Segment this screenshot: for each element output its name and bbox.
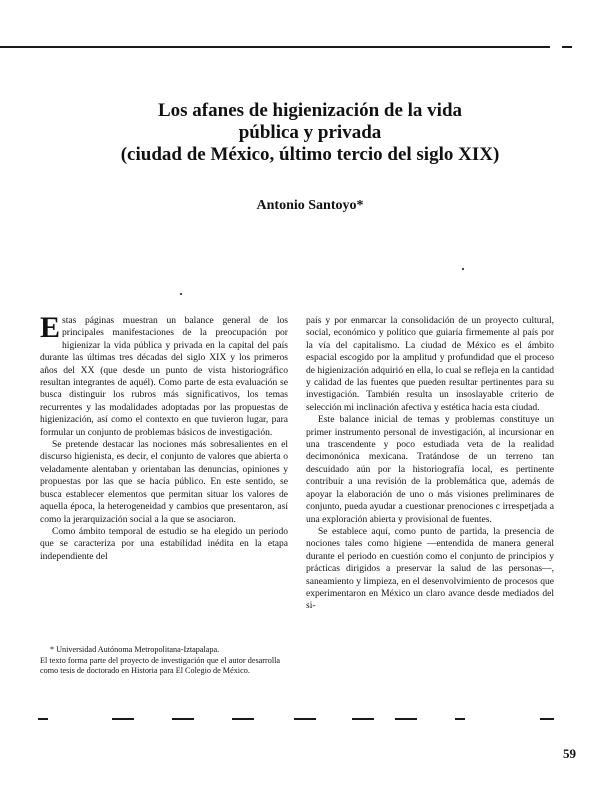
bottom-mark	[38, 718, 48, 720]
top-rule-tick	[562, 46, 572, 48]
top-rule	[0, 46, 550, 48]
drop-cap: E	[40, 311, 61, 344]
bottom-mark	[294, 718, 316, 720]
scan-speck	[180, 293, 182, 295]
left-paragraph-1	[40, 311, 288, 439]
right-paragraph-1: país y por enmarcar la consolidación de un proyecto cultural, social, económico y político que guiaría firmemente al país por la vía del capitalismo. La ciudad de México es el ámbito espacial escogido por la amplitud y profundidad que el proceso de higienización adquirió en ella, lo cual se refleja en la cantidad y calidad de las fuentes que pueden resultar pertinentes para su investigación. También resulta un insoslayable criterio de selección mi inclinación afectiva y estética hacia esta ciudad.	[306, 315, 554, 413]
title-line-2: pública y privada	[238, 122, 382, 143]
scan-speck	[462, 268, 464, 270]
bottom-mark	[455, 718, 465, 720]
author-name: Antonio Santoyo*	[256, 198, 364, 213]
left-paragraph-2: Se pretende destacar las nociones más sobresalientes en el discurso higienista, es decir, el conjunto de valores que abierta o veladamente alentaban y orientaban las denuncias, opiniones y propuestas por las que se hacía público. En este sentido, se busca establecer elementos que permitan situar los valores de aquella época, la heterogeneidad y cambios que presentaron, así como la jerarquización social a la que se asociaron.	[40, 439, 288, 525]
right-paragraph-3: Se establece aquí, como punto de partida, la presencia de nociones tales como higiene —entendida de manera general durante el periodo en cuestión como el conjunto de principios y prácticas dirigidos a preservar la salud de las personas—, saneamiento y limpieza, en el desenvolvimiento de procesos que experimentaron en México un claro avance desde mediados del si-	[306, 525, 554, 612]
left-paragraph-3: Como ámbito temporal de estudio se ha elegido un periodo que se caracteriza por una estabilidad inédita en la etapa independiente del	[40, 525, 288, 562]
bottom-mark	[352, 718, 374, 720]
bottom-mark	[112, 718, 134, 720]
left-paragraph-1-text: stas páginas muestran un balance general de los principales manifestaciones de la preocupación por higienizar la vida pública y privada en la capital del país durante las últimas tres décadas del siglo XIX y los primeros años del XX (que desde un punto de vista historiográfico resultan integrantes de aquél). Como parte de esta evaluación se busca distinguir los rubros más significativos, los temas recurrentes y las modalidades adoptadas por las propuestas de higienización, así como el contexto en que tuvieron lugar, para formular un conjunto de problemas básicos de investigación.	[40, 315, 288, 438]
footnote-affiliation: * Universidad Autónoma Metropolitana-Iztapalapa.	[50, 645, 220, 654]
title-line-3: (ciudad de México, último tercio del siglo XIX)	[120, 144, 500, 165]
right-paragraph-2: Este balance inicial de temas y problemas constituye un primer instrumento personal de investigación, al incursionar en una trascendente y poco estudiada veta de la realidad decimonónica mexicana. Tratándose de un terreno tan descuidado aún por la historiografía local, es pertinente contribuir a una revisión de la problemática que, además de apoyar la elaboración de uno o más visiones preliminares de conjunto, pueda ayudar a cuestionar prenociones c irrespetjada a una exploración abierta y provisional de fuentes.	[306, 414, 554, 525]
footnote-note: El texto forma parte del proyecto de investigación que el autor desarrolla como tesis de doctorado en Historia para El Colegio de México.	[40, 655, 280, 676]
article-title	[60, 100, 560, 166]
left-column	[40, 311, 288, 563]
bottom-rule-marks	[0, 718, 611, 721]
title-line-1: Los afanes de higienización de la vida	[157, 100, 463, 121]
bottom-mark	[540, 718, 554, 720]
footnote	[40, 645, 280, 677]
bottom-mark	[172, 718, 194, 720]
bottom-mark	[232, 718, 254, 720]
right-column	[306, 315, 554, 613]
page-number: 59	[563, 746, 576, 761]
bottom-mark	[395, 718, 417, 720]
